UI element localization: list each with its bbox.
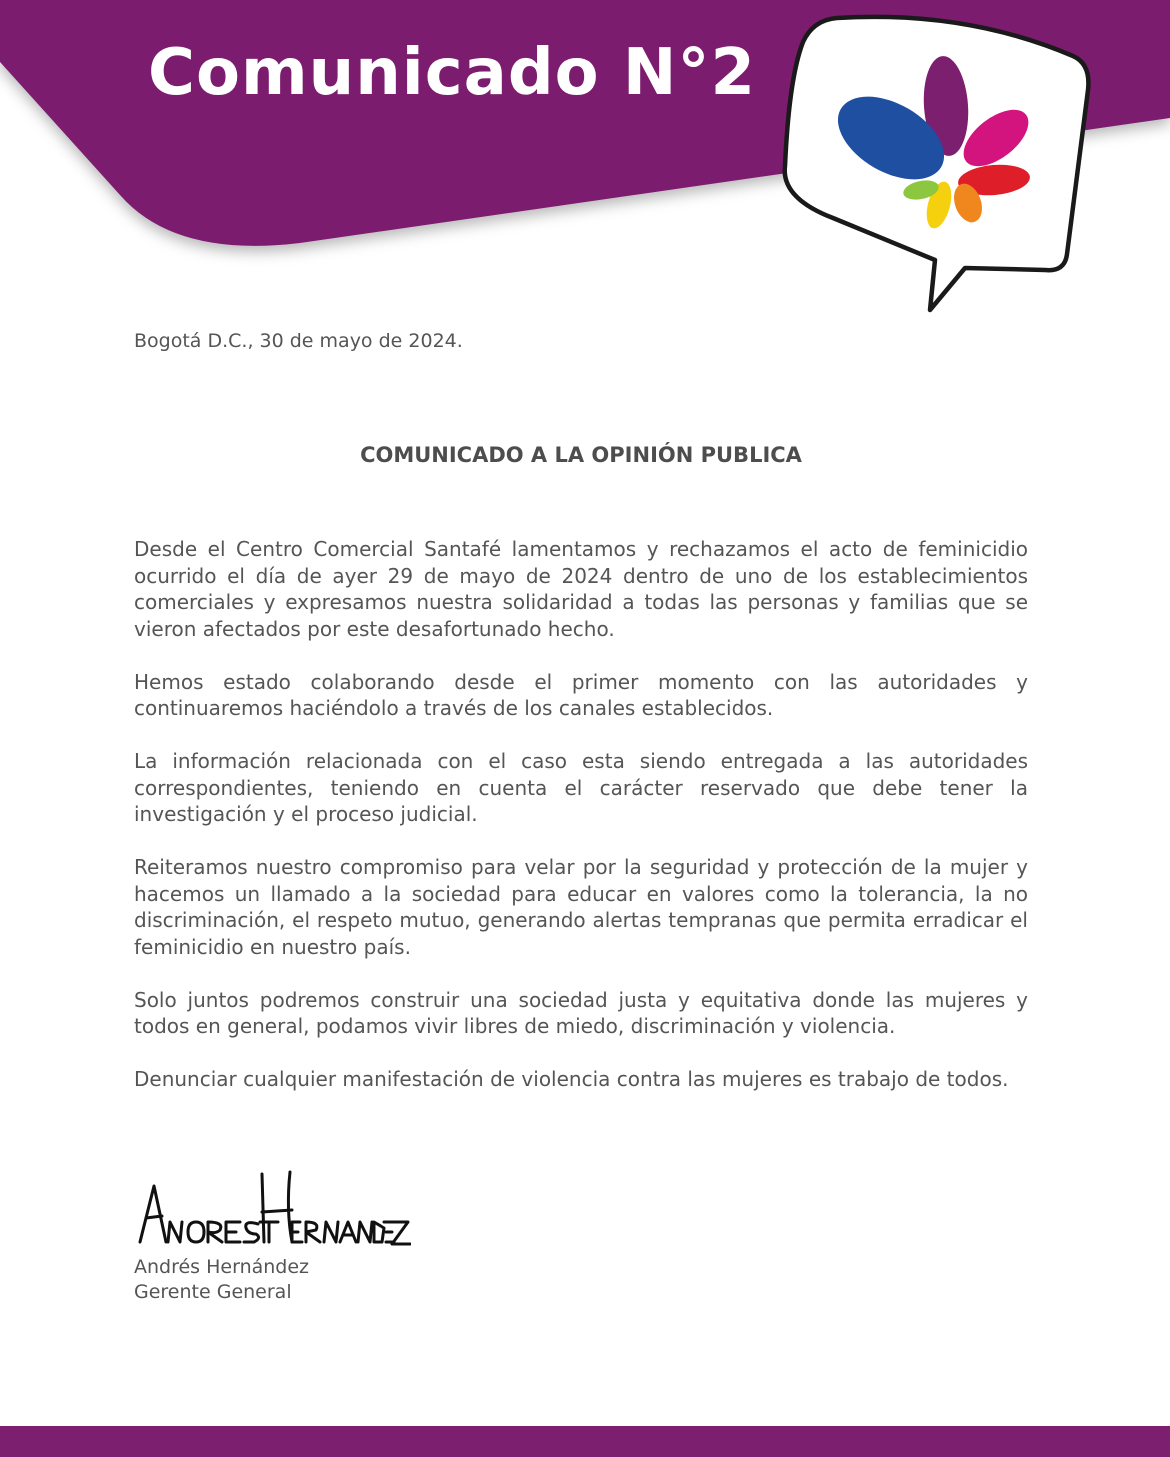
body-paragraph: Denunciar cualquier manifestación de violencia contra las mujeres es trabajo de todos. <box>134 1067 1009 1091</box>
signer-block <box>134 1255 309 1305</box>
signer-name: Andrés Hernández <box>134 1256 310 1278</box>
footer-bar <box>0 1426 1170 1457</box>
body-paragraph: Solo juntos podremos construir una sociedad justa y equitativa donde las mujeres y todos en general, podamos vivir libres de miedo, discriminación y violencia. <box>134 987 1028 1038</box>
page-title: Comunicado N°2 <box>148 36 756 110</box>
body-paragraph: Reiteramos nuestro compromiso para velar por la seguridad y protección de la mujer y hacemos un llamado a la sociedad para educar en valores como la tolerancia, la no discriminación, el respeto mutuo, generando alertas tempranas que permita erradicar el feminicidio en nuestro país. <box>134 855 1028 959</box>
document-heading: COMUNICADO A LA OPINIÓN PUBLICA <box>360 443 802 467</box>
speech-bubble-flower-icon <box>775 8 1100 323</box>
signer-role: Gerente General <box>134 1281 292 1303</box>
body-paragraph: Desde el Centro Comercial Santafé lamentamos y rechazamos el acto de feminicidio ocurrido el día de ayer 29 de mayo de 2024 dentro de uno de los establecimientos comerciales y expresamos nuestra solidaridad a todas las personas y familias que se vieron afectados por este desafortunado hecho. <box>134 537 1028 641</box>
document-body <box>134 536 1028 1119</box>
body-paragraph: Hemos estado colaborando desde el primer momento con las autoridades y continuaremos haciéndolo a través de los canales establecidos. <box>134 669 1028 720</box>
body-paragraph: La información relacionada con el caso esta siendo entregada a las autoridades correspondientes, teniendo en cuenta el carácter reservado que debe tener la investigación y el proceso judicial. <box>134 749 1028 826</box>
handwritten-signature <box>136 1170 411 1255</box>
document-date: Bogotá D.C., 30 de mayo de 2024. <box>134 330 463 352</box>
